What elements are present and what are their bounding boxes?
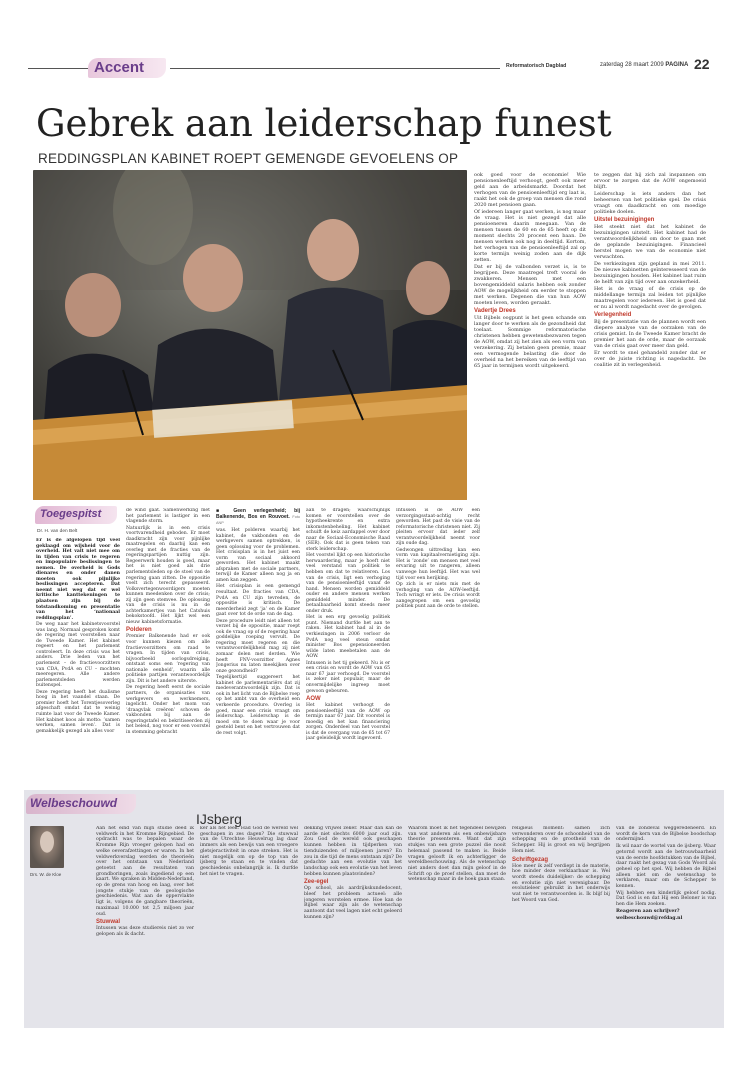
body-paragraph: Deze procedure leidt niet alleen tot verzet bij de oppositie, maar roept ook de vraag op of de regering haar goddelijke roeping vervult. De regering moet regeren en die verantwoordelijkheid mag zij niet zomaar delen met derden. Wie heeft FNV-voorzitter Agnes Jongerius nu laten meekijken over onze gezondheid? bbox=[216, 618, 300, 674]
photo-credit: Foto ANP bbox=[216, 515, 300, 525]
body-paragraph: Ik wil naar de wortel van de ijsberg. Waar getornd wordt aan de betrouwbaarheid van de eerste hoofdstukken van de Bijbel, daar raakt het gezag van Gods Woord als geheel op het spel. Wij hebben de Bijbel alleen niet om de wetenschap te verklaren, maar om de Schepper te kennen. bbox=[616, 844, 716, 890]
body-paragraph: ook goed voor de economie! Wie pensionenleeftijd verhoogt, geeft ook meer geld aan de arbeidsmarkt. Doordat het verhogen van de pensioenleeftijd erg laat is, raakt het ook de groep van mensen die rond 2020 met pensioen gaan. bbox=[474, 172, 586, 208]
article-col-4 bbox=[306, 508, 390, 778]
body-paragraph: Waarom moet ik het tegendeel bewijzen van wat anderen als een onbewijsbare theorie presenteren. Want dat zijn stukjes van een grote puzzel die nooit helemaal passend te maken is. Beide vragen gelooft ik en achterligger de wereldbeschouwing. Als de wetenschap niet anders doet dan mijn geloof in de Schrift op de proef stellen, dan moet de wetenschap maar in de hoek gaan staan. bbox=[408, 826, 506, 883]
welb-col-6 bbox=[616, 826, 716, 1022]
body-paragraph: aan te dragen; waarschijnlijk komen er voorstellen over de hypotheekrente en extra inkomstenbeheling. Het kabinet schuift de keiz aardappel over door naar de Sociaal-Economische Raad (SER). Ook dat is geen teken van sterk leiderschap. bbox=[306, 508, 390, 552]
subheading-verlegenheid: Verlegenheid bbox=[594, 312, 632, 318]
welb-col-3 bbox=[304, 826, 402, 1022]
welb-col-2 bbox=[200, 826, 298, 1022]
body-paragraph: Het steekt niet dat het kabinet de bezuinigingen uitstelt. Het kabinet had de verantwoordelijkheid om door te gaan met de geplande bezuinigingen. Financieel herstel mogen we van de economie niet verwachten. bbox=[594, 224, 706, 260]
article-col-2 bbox=[126, 508, 210, 778]
article-col-6 bbox=[474, 172, 586, 778]
section-rule-left bbox=[28, 68, 88, 69]
body-paragraph: Op zich is er niets mis met de verhoging van de AOW-leeftijd. Toch wringt er iets. De crisis wordt aangegrepen om een gevoelig politiek punt aan de orde te stellen. bbox=[396, 582, 480, 610]
body-paragraph: Uit Bijbels oogpunt is het geen schande om langer door te werken als de gezondheid dat toelaat. Sommige reformatorische christenen hebben gewetensbezwaren tegen de AOW, omdat zij het zien als een vorm van verzekering. Zij betalen geen premie, maar een vermogende belasting die door de overheid na het bereiken van de leeftijd van 65 jaar in termijnen wordt uitgekeerd. bbox=[474, 315, 586, 369]
body-paragraph: De verkiezingen zijn gepland in mei 2011. De nieuwe kabinetten geïnteresseerd van de bezuinigingen houden. Het kabinet laat ruim de helft van zijn tijd over aan onzekerheid. bbox=[594, 261, 706, 285]
column-author: Drs. W. de Kloe bbox=[30, 872, 62, 877]
body-paragraph: Leiderschap is iets anders dan het beheersen van het politieke spel. De crisis vraagt om daadkracht en om moedige politieke doelen. bbox=[594, 191, 706, 215]
body-paragraph: religieus moment: samen zich verwonderen over de schoonheid van de schepping en de grootheid van de Schepper. Hij is groot en wij begrijpen Hem niet. bbox=[512, 826, 610, 854]
toegespitst-label: Toegespitst bbox=[40, 508, 102, 520]
body-paragraph: Wij hebben een kinderlijk geloof nodig. Dat God is en dat Hij een Beloner is van hen die Hem zoeken. bbox=[616, 890, 716, 908]
body-paragraph: van de zondeval weggeredeneerd. En wordt de kern van de Bijbelse boodschap ondermijnd. bbox=[616, 826, 716, 843]
subheading-schriftgezag: Schriftgezag bbox=[512, 856, 549, 863]
reply-heading: Reageren aan schrijver? bbox=[616, 908, 680, 914]
article-col-7 bbox=[594, 172, 706, 778]
body-paragraph: Het is de vraag of de crisis op de middellange termijn zal leiden tot pijnlijke maatregelen voor iedereen. Het is goed dat er nu al wordt nagedacht over de gevolgen. bbox=[594, 286, 706, 310]
body-paragraph: Het kabinet verhoogt de pensioenleeftijd van de AOW op termijn naar 67 jaar. Dit voorstel is moedig en het kan financiering zorgen. Onderdeel van het voorstel is dat de overgang van de 65 tot 67 jaar geleidelijk wordt ingevoerd. bbox=[306, 703, 390, 742]
body-paragraph: Het is een erg gevoelig politiek punt. Niemand durfde het aan te raken. Het kabinet had al in de verkiezingen in 2006 verloor de PvdA nog veel steun omdat minister Bos gepensioneerden wilde laten meebetalen aan de AOW. bbox=[306, 615, 390, 660]
body-paragraph: Intussen is het tij gekeerd. Nu is er een crisis en wordt de AOW van 65 naar 67 jaar verhoogd. De voorstel is zeker niet populair, maar de onvermijdelijke ingreep moet gewoon gebeuren. bbox=[306, 660, 390, 694]
body-paragraph: Het voorstel lijkt op een historische herwaardering, maar je hoeft niet veel verstand van politiek te hebben om dat te relativeren. Los van de crisis, ligt een verhoging van de pensioenleeftijd vanaf de hand. Mensen worden gemiddeld ouder en andere mensen werken gemiddeld minder. De betaalbaarheid komt steeds meer onder druk. bbox=[306, 553, 390, 614]
subheading-aow: AOW bbox=[306, 696, 321, 703]
body-paragraph: Of iedereen langer gaat werken, is nog maar de vraag. Het is niet gezegd dat alle pensioeneren daarin meegaan. Van de mensen tussen de 60 en de 65 heeft op dit moment slechts 20 procent een baan. De mensen werken ook nog in deeltijd. Kortom, het verhogen van de pensioenleeftijd zal op korte termijn weinig zoden aan de dijk zetten. bbox=[474, 209, 586, 263]
body-paragraph: Deze regering heeft het dualisme hoog in het vaandel staan. De premier hoeft het Torentjesoverleg afgeschaft omdat dat te weinig ruimte laat voor de Tweede Kamer. Het kabinet koos als motto: ‘samen werken, samen leven’. Dat is gemakkelijk gezegd als alles voor bbox=[36, 689, 120, 734]
body-paragraph: Aan het eind van mijn studie deed ik veldwerk in het Kromme Rijngebied. De opdracht was te bepalen waar de Kromme Rijn vroeger gelopen had en welke oeverafzettingen er waren. In het veldwerkverslag werden de theorieën over het ontstaan van Nederland getoetst aan de resultaten van grondboringen, zoals ingediend op een kaart. We spraken in Midden-Nederland, op de grens van hoog en laag, over het jongste stukje van de geologische geschiedenis. Wat aan de oppervlakte ligt is, volgens de gangbare theorieën, maximaal 10.000 tot 2,5 miljoen jaar oud. bbox=[96, 826, 194, 917]
body-paragraph: Hoe meer ik zelf verdiept in de materie, hoe minder deze verklaarbaar is. Wel wordt steeds duidelijker: de schepping en evolutie zijn niet verenigbaar. De evolutieleer gebruikt in het onderwijs wat niet te verantwoorden is. Ik blijf bij het Woord van God. bbox=[512, 863, 610, 903]
author-portrait bbox=[30, 826, 64, 868]
photo-caption bbox=[216, 508, 300, 526]
body-paragraph: te zeggen dat hij zich zal inspannen om ervoor te zorgen dat de AOW ongemoeid blijft. bbox=[594, 172, 706, 190]
body-paragraph: dekking vrijwel zeker. Maar dan kan de aarde niet slechts 6000 jaar oud zijn. Zou God de wereld ook geschapen kunnen hebben in tijdperken van tienduizenden of miljoenen jaren? En zou in die tijd de mens ontstaan zijn? De gedachte aan een evolutie van het landschap ook een evolutie van het leven hebben kunnen plaatsvinden? bbox=[304, 826, 402, 877]
subheading-polderen: Polderen bbox=[126, 627, 152, 634]
subheading-stuwwal: Stuwwal bbox=[96, 919, 121, 926]
article-col-3 bbox=[216, 508, 300, 778]
column-title: IJsberg bbox=[196, 811, 242, 827]
body-paragraph: was. Het polderen waarbij het kabinet, de vakbonden en de werkgevers samen optrekken, is geen oplossing voor de problemen. Het crisisplan is in het juist een vorm van sociaal akkoord geworden. Het kabinet maakt afspraken met de sociale partners, terwijl de Kamer alleen nog ja en amen kan zeggen. bbox=[216, 528, 300, 583]
body-paragraph: Tegelijkertijd suggereert het kabinet de parlementariërs dat zij medeverantwoordelijk zijn. Dat is ook in het licht van de Bijbelse roep op het ambt van de overheid een verkeerde procedure. Overleg is goed, maar een crisis vraagt om leiderschap. Leiderschap is de moed om te doen waar je voor gesteld bent en het vertrouwen dat de rest volgt. bbox=[216, 675, 300, 736]
body-paragraph: Intussen was deze studiereis niet zo ver gelopen als ik dacht. bbox=[96, 926, 194, 937]
paper-name: Reformatorisch Dagblad bbox=[506, 63, 567, 69]
body-paragraph: Het crisisplan is een gemengd resultaat. De fracties van CDA, PvdA en CU zijn tevreden, de oppositie is kritisch. De meerderheid zegt ‘ja’ en de Kamer gaat over tot de orde van de dag. bbox=[216, 584, 300, 618]
page-date bbox=[600, 62, 688, 68]
caption-text: ■ Geen verlegenheid; bij Balkenende, Bos en Rouvoet. bbox=[216, 508, 300, 520]
page-word: PAGINA bbox=[665, 62, 689, 68]
author-byline: Dr. H. van den Belt bbox=[37, 529, 78, 534]
body-paragraph: Er wordt te snel gehandeld zonder dat er over de juiste richting is nagedacht. De coalitie zit in verlegenheid. bbox=[594, 350, 706, 368]
body-paragraph: Dat er bij de valbonden verzet is, is te begrijpen. Deze maatregel treft vooral de zwakkeren. Mensen met een bovengemiddeld salaris hebben ook zonder AOW de mogelijkheid om eerder te stoppen met werken. Degenen die van hun AOW moeten leven, worden geraakt. bbox=[474, 264, 586, 306]
body-paragraph: ker als het leek. Had God de wereld wel geschapen in zes dagen? Die stuwwal van de Utrechtse Heuvelrug lag daar immers als een bewijs van een vroegere gletsjeractiviteit in onze streken. Het is niet mogelijk om op de top van de ijsberg te staan en te vinden dat geschiedenis onbelangrijk is. Ik durfde het niet te vragen. bbox=[200, 826, 298, 877]
masthead bbox=[28, 56, 718, 80]
body-paragraph: De regering heeft eerst de sociale partners, de organisaties van werkgevers en werknemers, ingelicht. Onder het mom van ‘draagvlak creëren’ schoven de vakbonden bij aan de regeringstafel en bekritiseerden zij het beleid, nog voor er een voorstel in stemming gebracht bbox=[126, 685, 210, 735]
subheading-uitstel: Uitstel bezuinigingen bbox=[594, 217, 655, 223]
article-col-5 bbox=[396, 508, 480, 778]
lead-paragraph: Er is de afgelopen tijd veel geklaagd om wijsheid voor de overheid. Het valt niet mee om in tijden van crisis te regeren en impopulaire beslissingen te nemen. De overheid is Gods dienares en onder danen moeten ook pijnlijke beslissingen accepteren. Dat neemt niet weg dat er wel kritische kanttekeningen te plaatsen zijn bij de totstandkoming en presentatie van het ‘nationaal reddingsplan’. bbox=[36, 538, 120, 621]
body-paragraph: Natuurlijk is in een crisis voortvarendheid geboden. Er moet daadkracht zijn voor pijnlijke maatregelen en daarbij kan een overleg met de fracties van de regeringspartijen nuttig zijn. Regeerwerk houden is goed, maar het is niet goed als drie parlementsleden op de stoel van de regering gaan zitten. De oppositie voelt zich terecht gepasseerd. Volksvertegenwoordigers moeten kunnen meedenken over de crisis; zij zijn geen stemvee. De oplossing van de crisis is nu in de achterkamertjes van het Catshuis bekokstoofd. Het lijkt wel een nieuw kabinetsformatie. bbox=[126, 525, 210, 625]
body-paragraph: Gedwongen uittreding kan een vorm van kapitaalvernietiging zijn. Het is ‘zonde’ om mensen met veel ervaring uit te rangeren, alleen vanwege hun leeftijd. Het was wel tijd voor een herijking. bbox=[396, 547, 480, 581]
reply-email[interactable]: welbeschouwd@refdag.nl bbox=[616, 915, 683, 921]
subheading-zee-egel: Zee-egel bbox=[304, 879, 329, 886]
subhead: REDDINGSPLAN KABINET ROEPT GEMENGDE GEVOELENS OP bbox=[38, 151, 459, 166]
cabinet-photo bbox=[33, 170, 467, 500]
body-paragraph: De weg naar het kabinetsvoorstel was lang. Normaal gesproken komt de regering met voorstellen naar de Tweede Kamer. Het kabinet regeert en het parlement controleert. In deze crisis was het anders. Drie leden van het parlement – de fractievoorzitters van CDA, PvdA en CU – mochten meeregeren. Alle andere parlementsleden werden buitenspel. bbox=[36, 622, 120, 689]
welbeschouwd-label: Welbeschouwd bbox=[30, 796, 118, 810]
section-rule-right bbox=[170, 68, 500, 69]
body-paragraph: Premier Balkenende had er ook voor kunnen kiezen om alle fractievoorzitters om raad te vragen. In tijden van crisis, bijvoorbeeld oorlogsdreiging, ontstaat soms een ‘regering van nationale eenheid’, waarin alle politieke partijen verantwoordelijk zijn. Dit is het andere uiterste. bbox=[126, 634, 210, 684]
body-paragraph: Bij de presentatie van de plannen wordt een diepere analyse van de oorzaken van de crisis gemist. In de Tweede Kamer bracht de premier het aan de orde, maar de oorzaak van de crisis gaat over meer dan geld. bbox=[594, 319, 706, 349]
subheading-vadertje-drees: Vadertje Drees bbox=[474, 308, 516, 314]
welb-col-4 bbox=[408, 826, 506, 1022]
photo-scene bbox=[33, 170, 467, 500]
page-number: 22 bbox=[694, 56, 710, 72]
body-paragraph: Op school, als aardrijkskundedocent, bleef het probleem actueel: alle jongeren worstelen ermee. Hoe kan de Bijbel waar zijn als de wetenschap aantoont dat veel lagen niet echt geleerd kunnen zijn? bbox=[304, 886, 402, 920]
article-col-1 bbox=[36, 538, 120, 778]
body-paragraph: de wind gaat. Samenwerking met het parlement is lastiger in een vlagende storm. bbox=[126, 508, 210, 525]
welb-col-5 bbox=[512, 826, 610, 1022]
body-paragraph: Intussen is de AOW een verzorgingsstaat-achtig recht geworden. Het past de visie van de reformatorische christenen niet. Zij pleiten ervoor dat ieder zelf verantwoordelijkheid neemt voor zijn oude dag. bbox=[396, 508, 480, 547]
section-title: Accent bbox=[94, 59, 145, 76]
welb-col-1 bbox=[96, 826, 194, 1022]
headline: Gebrek aan leiderschap funest bbox=[36, 102, 612, 145]
date-text: zaterdag 28 maart 2009 bbox=[600, 62, 664, 68]
